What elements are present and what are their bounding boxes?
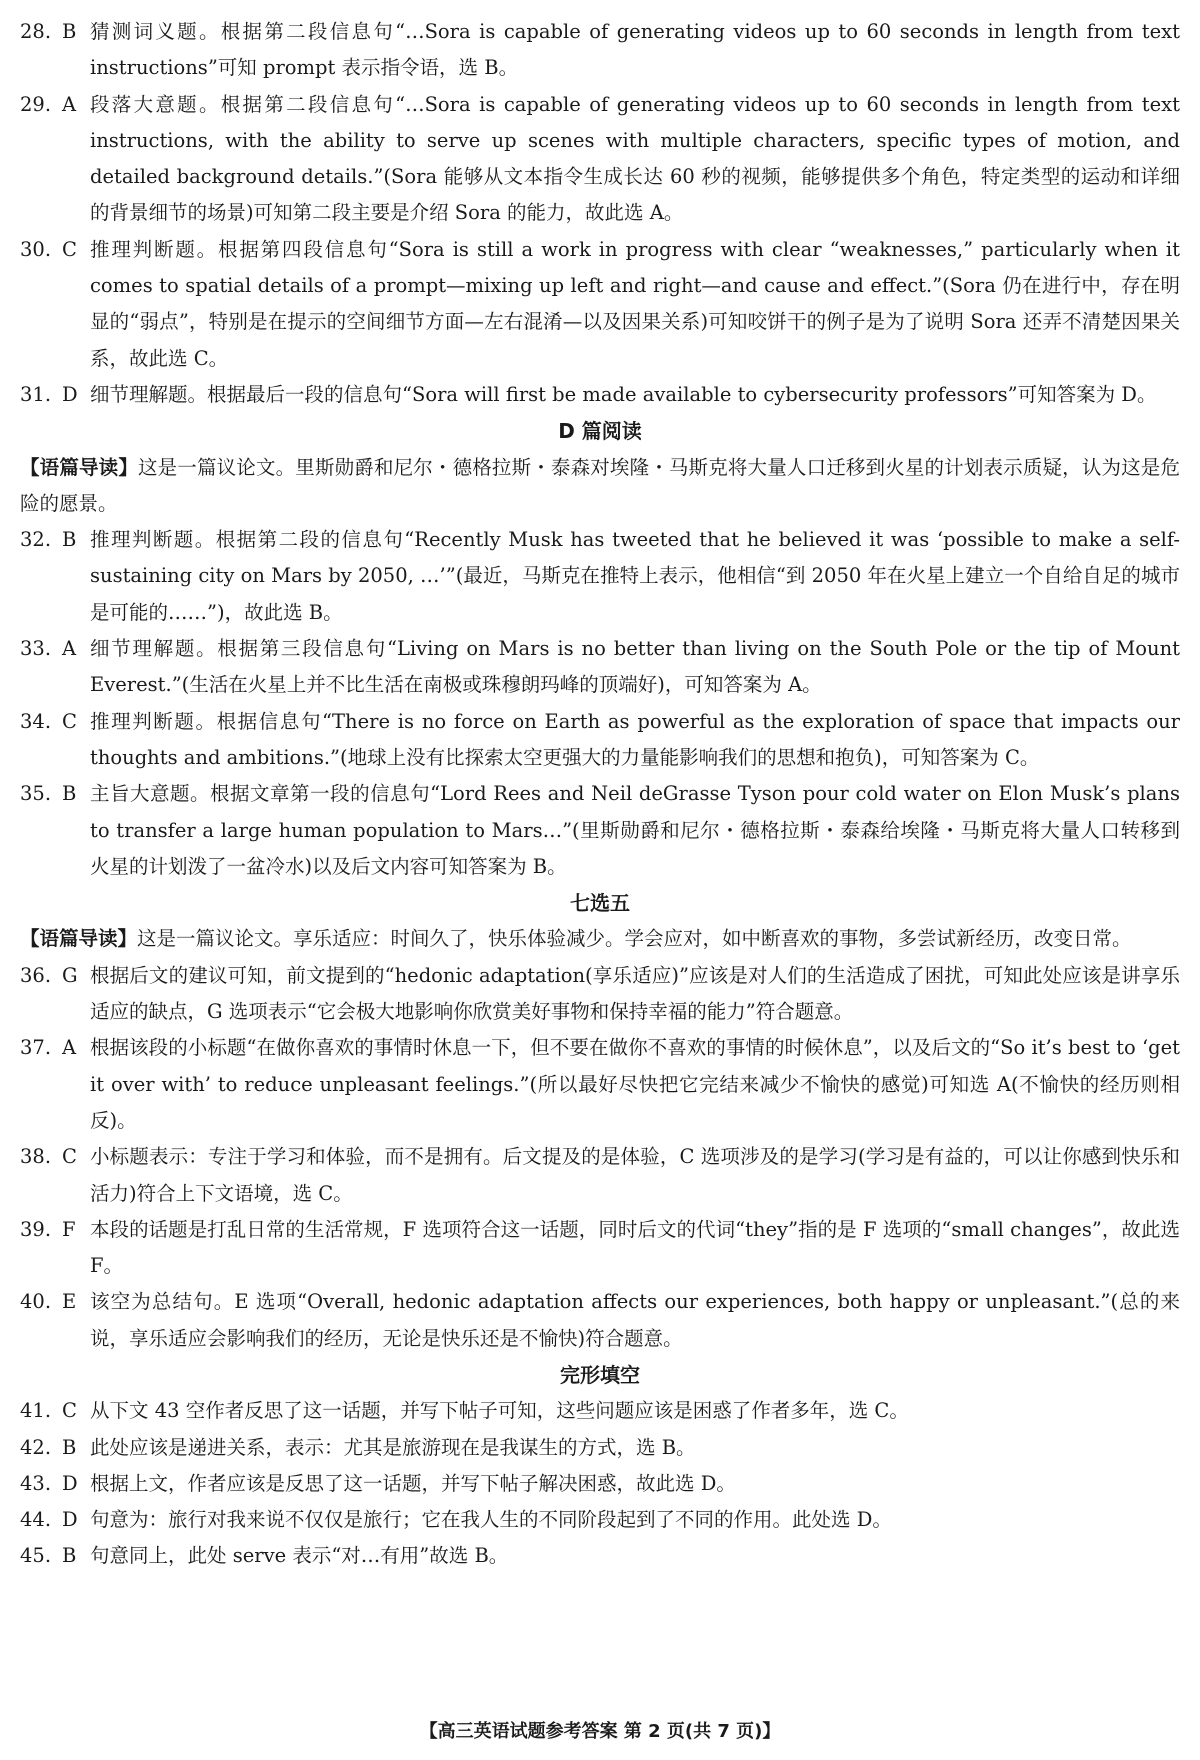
item-explanation: 小标题表示：专注于学习和体验，而不是拥有。后文提及的是体验，C 选项涉及的是学习(学习是有益的，可以让你感到快乐和活力)符合上下文语境，选 C。 <box>90 1145 1180 1205</box>
answer-item-38 <box>20 1139 1180 1212</box>
section-cloze-title: 完形填空 <box>560 1362 640 1387</box>
item-answer: A <box>62 1036 77 1060</box>
section-seven-title: 七选五 <box>570 891 630 916</box>
item-number: 32. <box>20 528 52 552</box>
item-number: 39. <box>20 1217 52 1241</box>
item-number: 43. <box>20 1471 52 1495</box>
item-answer: D <box>62 382 78 406</box>
item-number: 34. <box>20 709 52 733</box>
answer-item-29 <box>20 87 1180 232</box>
item-explanation: 猜测词义题。根据第二段信息句“…Sora is capable of generating videos up to 60 seconds in length from text instructions”可知 prompt 表示指令语，选 B。 <box>90 20 1180 80</box>
item-answer: C <box>62 1145 77 1169</box>
item-explanation: 句意为：旅行对我来说不仅仅是旅行；它在我人生的不同阶段起到了不同的作用。此处选 D。 <box>90 1508 892 1532</box>
item-answer: D <box>62 1508 78 1532</box>
item-number: 35. <box>20 782 52 806</box>
item-number: 33. <box>20 637 52 661</box>
item-number: 42. <box>20 1435 52 1459</box>
item-explanation: 本段的话题是打乱日常的生活常规，F 选项符合这一话题，同时后文的代词“they”指的是 F 选项的“small changes”，故此选 F。 <box>90 1217 1180 1278</box>
page-footer: 【高三英语试题参考答案 第 2 页(共 7 页)】 <box>419 1721 781 1742</box>
item-answer: D <box>62 1471 78 1495</box>
answer-item-33 <box>20 631 1180 704</box>
item-explanation: 根据上文，作者应该是反思了这一话题，并写下帖子解决困惑，故此选 D。 <box>90 1471 736 1495</box>
answer-item-30 <box>20 232 1180 377</box>
item-answer: G <box>62 963 78 987</box>
item-explanation: 主旨大意题。根据文章第一段的信息句“Lord Rees and Neil deGrasse Tyson pour cold water on Elon Musk’s plans to transfer a large human population to Mars…”(里斯勋爵和尼尔・德格拉斯・泰森给埃隆・马斯克将大量人口转移到火星的计划泼了一盆冷水)以及后文内容可知答案为 B。 <box>90 782 1180 878</box>
item-explanation: 从下文 43 空作者反思了这一话题，并写下帖子可知，这些问题应该是困惑了作者多年，选 C。 <box>90 1399 909 1423</box>
item-number: 41. <box>20 1399 52 1423</box>
answer-item-43 <box>20 1466 1180 1502</box>
answer-item-39 <box>20 1212 1180 1285</box>
item-answer: B <box>62 782 77 806</box>
answer-item-35 <box>20 776 1180 885</box>
item-explanation: 推理判断题。根据第二段的信息句“Recently Musk has tweeted that he believed it was ‘possible to make a self-sustaining city on Mars by 2050, …’”(最近，马斯克在推特上表示，他相信“到 2050 年在火星上建立一个自给自足的城市是可能的……”)，故此选 B。 <box>90 528 1180 624</box>
intro-text: 这是一篇议论文。享乐适应：时间久了，快乐体验减少。学会应对，如中断喜欢的事物，多尝试新经历，改变日常。 <box>137 927 1132 951</box>
section-cloze-items <box>20 1393 1180 1574</box>
item-answer: F <box>62 1217 76 1241</box>
item-number: 36. <box>20 963 52 987</box>
item-answer: C <box>62 1399 77 1423</box>
item-explanation: 根据后文的建议可知，前文提到的“hedonic adaptation(享乐适应)”应该是对人们的生活造成了困扰，可知此处应该是讲享乐适应的缺点，G 选项表示“它会极大地影响你欣赏美好事物和保持幸福的能力”符合题意。 <box>90 963 1180 1024</box>
item-explanation: 推理判断题。根据信息句“There is no force on Earth as powerful as the exploration of space that impacts our thoughts and ambitions.”(地球上没有比探索太空更强大的力量能影响我们的思想和抱负)，可知答案为 C。 <box>90 709 1180 769</box>
item-answer: B <box>62 1544 77 1568</box>
answer-item-31 <box>20 377 1180 413</box>
item-explanation: 该空为总结句。E 选项“Overall, hedonic adaptation affects our experiences, both happy or unpleasant.”(总的来说，享乐适应会影响我们的经历，无论是快乐还是不愉快)符合题意。 <box>90 1290 1180 1350</box>
item-explanation: 此处应该是递进关系，表示：尤其是旅游现在是我谋生的方式，选 B。 <box>90 1435 696 1459</box>
item-number: 30. <box>20 237 52 261</box>
item-answer: E <box>62 1290 77 1314</box>
section-seven-intro <box>20 921 1180 957</box>
item-explanation: 段落大意题。根据第二段信息句“…Sora is capable of generating videos up to 60 seconds in length from text instructions, with the ability to serve up scenes with multiple characters, specific types of motion, and detailed background details.”(Sora 能够从文本指令生成长达 60 秒的视频，能够提供多个角色，特定类型的运动和详细的背景细节的场景)可知第二段主要是介绍 Sora 的能力，故此选 A。 <box>90 92 1180 225</box>
section-d-items <box>20 522 1180 885</box>
item-explanation: 推理判断题。根据第四段信息句“Sora is still a work in progress with clear “weaknesses,” particularly when it comes to spatial details of a prompt—mixing up left and right—and cause and effect.”(Sora 仍在进行中，存在明显的“弱点”，特别是在提示的空间细节方面—左右混淆—以及因果关系)可知咬饼干的例子是为了说明 Sora 还弄不清楚因果关系，故此选 C。 <box>90 237 1180 370</box>
answer-item-36 <box>20 958 1180 1031</box>
answer-item-40 <box>20 1284 1180 1357</box>
answer-item-32 <box>20 522 1180 631</box>
item-answer: A <box>62 637 77 661</box>
answer-item-41 <box>20 1393 1180 1429</box>
intro-tag: 【语篇导读】 <box>20 927 138 951</box>
item-answer: B <box>62 20 77 43</box>
answer-item-34 <box>20 704 1180 777</box>
item-number: 44. <box>20 1508 52 1532</box>
item-answer: C <box>62 237 77 261</box>
item-number: 29. <box>20 92 52 116</box>
item-answer: B <box>62 1435 77 1459</box>
item-number: 31. <box>20 382 52 406</box>
item-number: 40. <box>20 1290 52 1314</box>
answer-item-28 <box>20 14 1180 87</box>
intro-tag: 【语篇导读】 <box>20 455 138 479</box>
section-d-intro <box>20 450 1180 523</box>
items-top <box>20 14 1180 413</box>
item-explanation: 细节理解题。根据第三段信息句“Living on Mars is no better than living on the South Pole or the tip of Mount Everest.”(生活在火星上并不比生活在南极或珠穆朗玛峰的顶端好)，可知答案为 A。 <box>90 637 1180 697</box>
item-answer: C <box>62 709 77 733</box>
item-number: 28. <box>20 20 52 43</box>
answer-item-44 <box>20 1502 1180 1538</box>
item-explanation: 细节理解题。根据最后一段的信息句“Sora will first be made available to cybersecurity professors”可知答案为 D。 <box>90 382 1157 406</box>
answer-item-45 <box>20 1538 1180 1574</box>
answer-key-page <box>20 14 1180 1575</box>
item-answer: B <box>62 528 77 552</box>
item-answer: A <box>62 92 77 116</box>
section-seven-items <box>20 958 1180 1357</box>
answer-item-37 <box>20 1030 1180 1139</box>
section-d-title: D 篇阅读 <box>558 419 642 444</box>
intro-text: 这是一篇议论文。里斯勋爵和尼尔・德格拉斯・泰森对埃隆・马斯克将大量人口迁移到火星的计划表示质疑，认为这是危险的愿景。 <box>20 455 1180 515</box>
item-explanation: 句意同上，此处 serve 表示“对…有用”故选 B。 <box>90 1544 509 1568</box>
item-number: 45. <box>20 1544 52 1568</box>
item-explanation: 根据该段的小标题“在做你喜欢的事情时休息一下，但不要在做你不喜欢的事情的时候休息”，以及后文的“So it’s best to ‘get it over with’ to reduce unpleasant feelings.”(所以最好尽快把它完结来减少不愉快的感觉)可知选 A(不愉快的经历则相反)。 <box>90 1036 1180 1132</box>
item-number: 37. <box>20 1036 52 1060</box>
item-number: 38. <box>20 1145 52 1169</box>
answer-item-42 <box>20 1430 1180 1466</box>
